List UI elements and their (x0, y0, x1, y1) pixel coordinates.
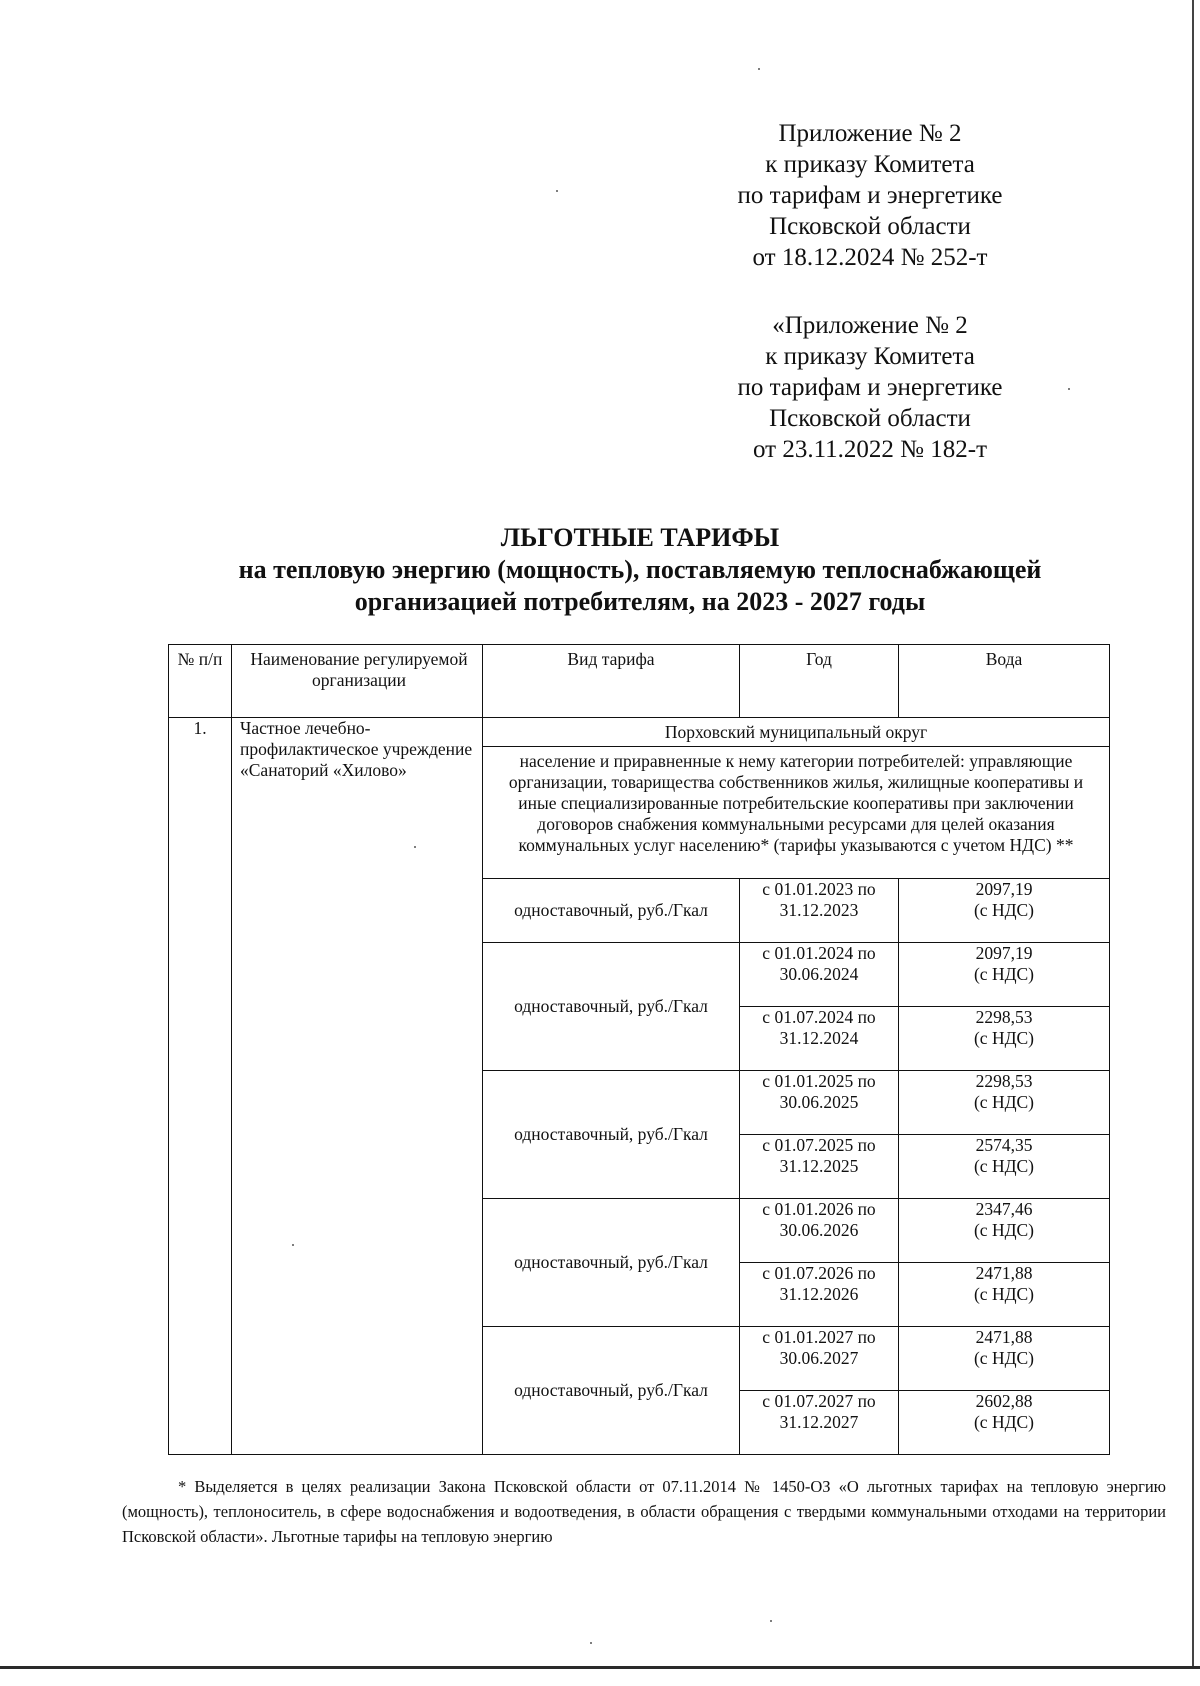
tariff-value (899, 1391, 1110, 1455)
tariff-amount: 2298,53 (975, 1071, 1033, 1091)
consumer-category: население и приравненные к нему категории потребителей: управляющие организации, товарищества собственников жилья, жилищные кооперативы и иные специализированные потребительские кооперативы при заключении договоров снабжения коммунальными ресурсами для целей оказания коммунальных услуг населению* (тарифы указываются с учетом НДС) ** (483, 747, 1110, 879)
table-header-row (169, 645, 1110, 718)
header-line: к приказу Комитета (765, 343, 975, 370)
tariff-amount: 2097,19 (975, 943, 1033, 963)
scan-speck (1068, 388, 1070, 390)
tariff-period: с 01.07.2024 по 31.12.2024 (740, 1007, 899, 1071)
tariff-kind: одноставочный, руб./Гкал (483, 1199, 740, 1327)
tariff-kind: одноставочный, руб./Гкал (483, 1327, 740, 1455)
page-right-edge (1192, 0, 1194, 1666)
tariff-value (899, 1199, 1110, 1263)
title-line-3: организацией потребителям, на 2023 - 2027 годы (354, 587, 926, 616)
tariff-period: с 01.07.2025 по 31.12.2025 (740, 1135, 899, 1199)
header-line: «Приложение № 2 (772, 312, 968, 339)
scan-speck (770, 1620, 772, 1622)
tariff-kind: одноставочный, руб./Гкал (483, 943, 740, 1071)
header-water: Вода (899, 645, 1110, 718)
tariff-amount: 2574,35 (975, 1135, 1033, 1155)
header-line: Псковской области (769, 405, 971, 432)
tariff-value (899, 943, 1110, 1007)
header-line: от 18.12.2024 № 252-т (752, 244, 988, 271)
tariff-period: с 01.01.2023 по 31.12.2023 (740, 879, 899, 943)
vat-note: (с НДС) (973, 1156, 1035, 1176)
tariff-amount: 2471,88 (975, 1263, 1033, 1283)
tariff-value (899, 1327, 1110, 1391)
appendix-header-current (700, 118, 1040, 273)
tariff-value (899, 1071, 1110, 1135)
header-line: по тарифам и энергетике (737, 374, 1003, 401)
org-name: Частное лечебно-профилактическое учреждение «Санаторий «Хилово» (232, 718, 483, 1455)
header-org: Наименование регулируемой организации (232, 645, 483, 718)
tariff-amount: 2347,46 (975, 1199, 1033, 1219)
footnote: * Выделяется в целях реализации Закона Псковской области от 07.11.2014 № 1450-ОЗ «О льготных тарифах на тепловую энергию (мощность), теплоноситель, в сфере водоснабжения и водоотведения, в области обращения с твердыми коммунальными отходами на территории Псковской области». Льготные тарифы на тепловую энергию (122, 1477, 1166, 1546)
tariff-amount: 2471,88 (975, 1327, 1033, 1347)
title-line-2: на тепловую энергию (мощность), поставляемую теплоснабжающей (238, 555, 1042, 584)
vat-note: (с НДС) (973, 1348, 1035, 1368)
tariff-amount: 2602,88 (975, 1391, 1033, 1411)
tariff-value (899, 1007, 1110, 1071)
header-line: по тарифам и энергетике (737, 182, 1003, 209)
vat-note: (с НДС) (973, 1284, 1035, 1304)
header-line: к приказу Комитета (765, 151, 975, 178)
appendix-header-original (700, 310, 1040, 465)
tariff-amount: 2097,19 (975, 879, 1033, 899)
vat-note: (с НДС) (973, 1412, 1035, 1432)
scan-speck (758, 68, 760, 70)
vat-note: (с НДС) (973, 1220, 1035, 1240)
header-line: Псковской области (769, 213, 971, 240)
table-row (169, 718, 1110, 747)
tariff-value (899, 1263, 1110, 1327)
row-number: 1. (169, 718, 232, 1455)
page-bottom-edge (0, 1666, 1200, 1669)
tariff-amount: 2298,53 (975, 1007, 1033, 1027)
header-line: Приложение № 2 (778, 120, 962, 147)
tariff-kind: одноставочный, руб./Гкал (483, 1071, 740, 1199)
header-year: Год (740, 645, 899, 718)
tariff-period: с 01.01.2026 по 30.06.2026 (740, 1199, 899, 1263)
tariff-period: с 01.07.2027 по 31.12.2027 (740, 1391, 899, 1455)
header-num: № п/п (169, 645, 232, 718)
vat-note: (с НДС) (973, 900, 1035, 920)
tariff-period: с 01.01.2025 по 30.06.2025 (740, 1071, 899, 1135)
tariff-value (899, 1135, 1110, 1199)
header-kind: Вид тарифа (483, 645, 740, 718)
title-line-1: ЛЬГОТНЫЕ ТАРИФЫ (500, 523, 780, 552)
vat-note: (с НДС) (973, 1092, 1035, 1112)
tariff-period: с 01.01.2027 по 30.06.2027 (740, 1327, 899, 1391)
vat-note: (с НДС) (973, 1028, 1035, 1048)
region-name: Порховский муниципальный округ (483, 718, 1110, 747)
tariff-value (899, 879, 1110, 943)
tariff-period: с 01.01.2024 по 30.06.2024 (740, 943, 899, 1007)
document-title (160, 522, 1120, 618)
tariff-kind: одноставочный, руб./Гкал (483, 879, 740, 943)
scan-speck (414, 846, 416, 848)
scan-speck (590, 1642, 592, 1644)
scan-speck (292, 1244, 294, 1246)
scan-speck (556, 190, 558, 192)
vat-note: (с НДС) (973, 964, 1035, 984)
tariffs-table (168, 644, 1110, 1455)
tariff-period: с 01.07.2026 по 31.12.2026 (740, 1263, 899, 1327)
header-line: от 23.11.2022 № 182-т (752, 436, 988, 463)
